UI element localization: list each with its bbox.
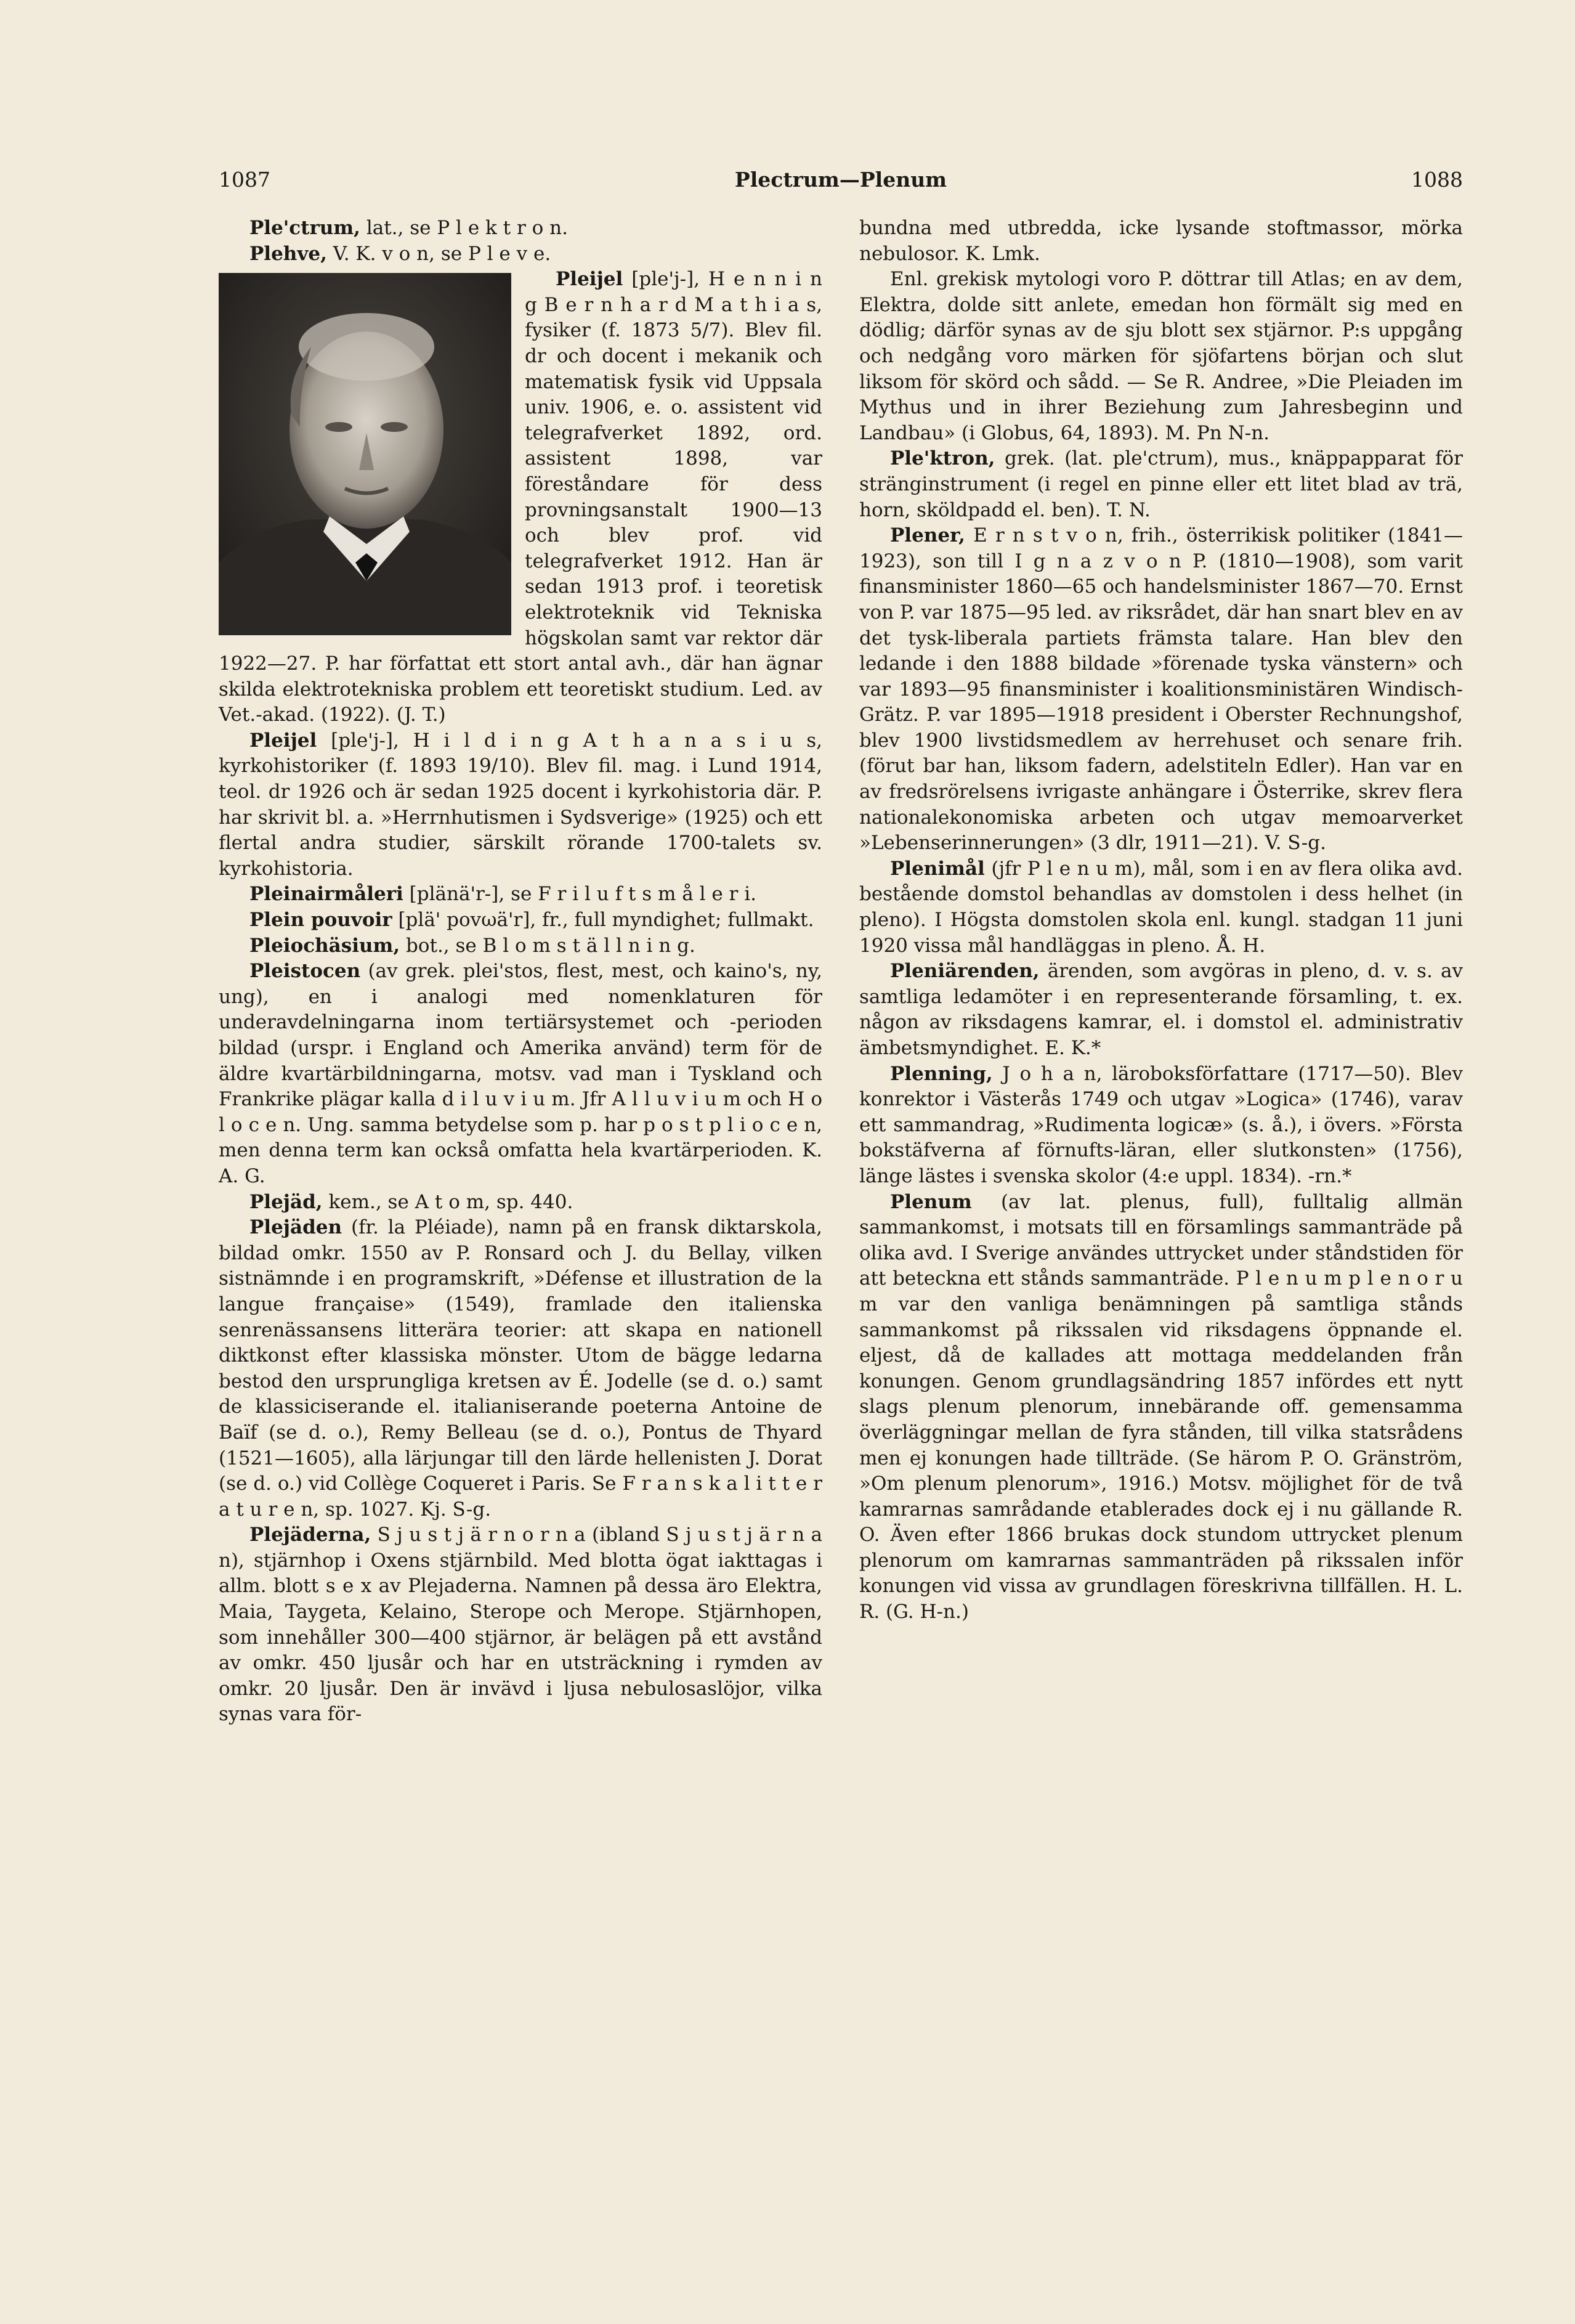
headword: Ple'ktron, bbox=[890, 447, 995, 470]
entry-text: lat., se P l e k t r o n. bbox=[360, 217, 568, 239]
entry-text: (fr. la Pléiade), namn på en fransk diktarskola, bildad omkr. 1550 av P. Ronsard och J. du Bellay, vilken sistnämnde i en programskrift, »Défense et illustration de la langue française» (1549), framlade den italienska senrenässansens litterära teorier: att skapa en nationell diktkonst efter klassiska mönster. Utom de bägge ledarna bestod den ursprungliga kretsen av É. Jodelle (se d. o.) samt de klassiciserande el. italianiserande poeterna Antoine de Baïf (se d. o.), Remy Belleau (se d. o.), Pontus de Thyard (1521—1605), alla lärjungar till den lärde hellenisten J. Dorat (se d. o.) vid Collège Coqueret i Paris. Se F r a n s k a l i t t e r a t u r e n, sp. 1027. Kj. S-g. bbox=[219, 1216, 822, 1521]
headword: Pleniärenden, bbox=[890, 960, 1040, 983]
entry bbox=[219, 242, 822, 267]
entry-text: (av grek. plei'stos, flest, mest, och kaino's, ny, ung), en i analogi med nomenklaturen för underavdelningarna inom tertiärsystemet och -perioden bildad (urspr. i England och Amerika använd) term för de äldre kvartärbildningarna, motsv. vad man i Tyskland och Frankrike plägar kalla d i l u v i u m. Jfr A l l u v i u m och H o l o c e n. Ung. samma betydelse som p. har p o s t p l i o c e n, men denna term kan också omfatta hela kvartärperioden. K. A. G. bbox=[219, 960, 822, 1187]
entry-text: Enl. grekisk mytologi voro P. döttrar till Atlas; en av dem, Elektra, dolde sitt anlete, emedan hon förmält sig med en dödlig; därför synas av de sju blott sex stjärnor. P:s uppgång och nedgång voro märken för sjöfartens början och slut liksom för skörd och sådd. — Se R. Andree, »Die Pleiaden im Mythus und in ihrer Beziehung zum Jahresbeginn und Landbau» (i Globus, 64, 1893). M. Pn N-n. bbox=[859, 268, 1463, 444]
entry-text: [ple'j-], H i l d i n g A t h a n a s i u s, kyrkohistoriker (f. 1893 19/10). Blev fil. mag. i Lund 1914, teol. dr 1926 och är sedan 1925 docent i kyrkohistoria där. P. har skrivit bl. a. »Herrnhutismen i Sydsverige» (1925) och ett flertal andra studier, särskilt rörande 1700-talets sv. kyrkohistoria. bbox=[219, 729, 822, 880]
entry-text: grek. (lat. ple'ctrum), mus., knäppapparat för stränginstrument (i regel en pinne eller ett litet blad av trä, horn, sköldpadd el. ben). T. N. bbox=[859, 447, 1463, 521]
entry-text: E r n s t v o n, frih., österrikisk politiker (1841—1923), son till I g n a z v o n P. (1810—1908), som varit finansminister 1860—65 och handelsminister 1867—70. Ernst von P. var 1875—95 led. av riksrådet, där han snart blev en av det tysk-liberala partiets främsta talare. Han blev den ledande i den 1888 bildade »förenade tyska vänstern» och var 1893—95 finansminister i koalitionsministären Windisch-Grätz. P. var 1895—1918 president i Oberster Rechnungshof, blev 1900 livstidsmedlem av herrehuset och senare frih. (förut bar han, liksom fadern, adelstiteln Edler). Han var en av fredsrörelsens ivrigaste anhängare i Österrike, skrev flera nationalekonomiska arbeten och utgav memoarverket »Lebenserinnerungen» (3 dlr, 1911—21). V. S-g. bbox=[859, 524, 1463, 855]
entry bbox=[859, 446, 1463, 523]
headword: Pleiochäsium, bbox=[249, 934, 400, 957]
headword: Plenum bbox=[890, 1190, 972, 1213]
entry bbox=[219, 882, 822, 908]
entry-text: ärenden, som avgöras in pleno, d. v. s. av samtliga ledamöter i en representerande församling, t. ex. någon av riksdagens kamrar, el. i domstol el. administrativ ämbetsmyndighet. E. K.* bbox=[859, 960, 1463, 1059]
entry-text: (av lat. plenus, full), fulltalig allmän sammankomst, i motsats till en församlings sammanträde på olika avd. I Sverige användes uttrycket under ståndstiden för att beteckna ett stånds sammanträde. P l e n u m p l e n o r u m var den vanliga benämningen på samtliga stånds sammankomst på rikssalen vid riksdagens öppnande el. eljest, då de kallades att mottaga meddelanden från konungen. Genom grundlagsändring 1857 infördes ett nytt slags plenum plenorum, innebärande off. gemensamma överläggningar mellan de fyra stånden, till vilka statsrådens men ej konungen hade tillträde. (Se härom P. O. Gränström, »Om plenum plenorum», 1916.) Motsv. möjlighet för de två kamrarnas samrådande etablerades dock ej i nu gällande R. O. Även efter 1866 brukas dock stundom uttrycket plenum plenorum om kamrarnas sammanträden på rikssalen inför konungen vid vissa av grundlagen föreskrivna tillfällen. H. L. R. (G. H-n.) bbox=[859, 1190, 1463, 1623]
page-header bbox=[219, 168, 1463, 198]
entry-text: S j u s t j ä r n o r n a (ibland S j u s t j ä r n a n), stjärnhop i Oxens stjärnbild. Med blotta ögat iakttagas i allm. blott s e x av Plejaderna. Namnen på dessa äro Elektra, Maia, Taygeta, Kelaino, Sterope och Merope. Stjärnhopen, som innehåller 300—400 stjärnor, är belägen på ett avstånd av omkr. 450 ljusår och har en utsträckning i rymden av omkr. 20 ljusår. Den är invävd i ljusa nebulosaslöjor, vilka synas vara för- bbox=[219, 1524, 822, 1726]
right-column bbox=[859, 216, 1463, 1625]
headword: Plejäden bbox=[249, 1216, 342, 1239]
entry-text: bundna med utbredda, icke lysande stoftmassor, mörka nebulosor. K. Lmk. bbox=[859, 217, 1463, 265]
headword: Plenimål bbox=[890, 857, 985, 880]
headword: Ple'ctrum, bbox=[249, 217, 360, 239]
entry-text: [plänä'r-], se F r i l u f t s m å l e r i. bbox=[403, 883, 756, 906]
headword: Pleinairmåleri bbox=[249, 883, 403, 906]
entry-text: J o h a n, läroboksförfattare (1717—50). Blev konrektor i Västerås 1749 och utgav »Logica» (1746), varav ett sammandrag, »Rudimenta logicæ» (s. å.), i övers. »Första bokstäfverna af förnufts-läran, eller slutkonsten» (1756), länge lästes i svenska skolor (4:e uppl. 1834). -rn.* bbox=[859, 1062, 1463, 1187]
page-number-left: 1087 bbox=[219, 168, 270, 192]
entry bbox=[859, 216, 1463, 267]
headword: Plehve, bbox=[249, 242, 327, 265]
entry-text: kem., se A t o m, sp. 440. bbox=[322, 1190, 573, 1213]
entry bbox=[219, 933, 822, 959]
entry bbox=[219, 959, 822, 1189]
headword: Plener, bbox=[890, 524, 965, 547]
headword: Plein pouvoir bbox=[249, 909, 392, 932]
entry bbox=[859, 1190, 1463, 1625]
entry bbox=[219, 908, 822, 933]
headword: Plejäd, bbox=[249, 1190, 323, 1213]
portrait-photo bbox=[219, 273, 511, 635]
entry bbox=[859, 959, 1463, 1061]
running-title: Plectrum—Plenum bbox=[734, 168, 947, 192]
entry-text: [ple'j-], H e n n i n g B e r n h a r d M a t h i a s, fysiker (f. 1873 5/7). Blev fil. dr och docent i mekanik och matematisk fysik vid Uppsala univ. 1906, e. o. assistent vid telegrafverket 1892, ord. assistent 1898, var föreståndare för dess provningsanstalt 1900—13 och blev prof. vid telegrafverket 1912. Han är sedan 1913 prof. i teoretisk elektroteknik vid Tekniska högskolan samt var rektor där 1922—27. P. har författat ett stort antal avh., där han ägnar skilda elektrotekniska problem ett teoretiskt studium. Led. av Vet.-akad. (1922). (J. T.) bbox=[219, 268, 822, 726]
headword: Pleijel bbox=[249, 729, 317, 752]
entry bbox=[859, 267, 1463, 446]
entry-text: (jfr P l e n u m), mål, som i en av flera olika avd. bestående domstol behandlas av domstolen i dess helhet (in pleno). I Högsta domstolen skola enl. kungl. stadgan 11 juni 1920 vissa mål handläggas in pleno. Å. H. bbox=[859, 857, 1463, 957]
entry bbox=[859, 523, 1463, 856]
entry bbox=[219, 1522, 822, 1728]
entry-text: [plä' povωä'r], fr., full myndighet; fullmakt. bbox=[392, 909, 814, 932]
page-number-right: 1088 bbox=[1411, 168, 1463, 192]
entry bbox=[859, 856, 1463, 959]
left-column bbox=[219, 216, 822, 1728]
headword: Pleijel bbox=[556, 268, 623, 291]
entry-text: bot., se B l o m s t ä l l n i n g. bbox=[400, 934, 695, 957]
entry bbox=[219, 1215, 822, 1522]
entry-text: V. K. v o n, se P l e v e. bbox=[326, 242, 551, 265]
entry bbox=[219, 216, 822, 242]
entry bbox=[859, 1062, 1463, 1190]
entry bbox=[219, 1190, 822, 1216]
headword: Plejäderna, bbox=[249, 1524, 371, 1546]
entry bbox=[219, 728, 822, 882]
headword: Pleistocen bbox=[249, 960, 361, 983]
headword: Plenning, bbox=[890, 1062, 993, 1085]
